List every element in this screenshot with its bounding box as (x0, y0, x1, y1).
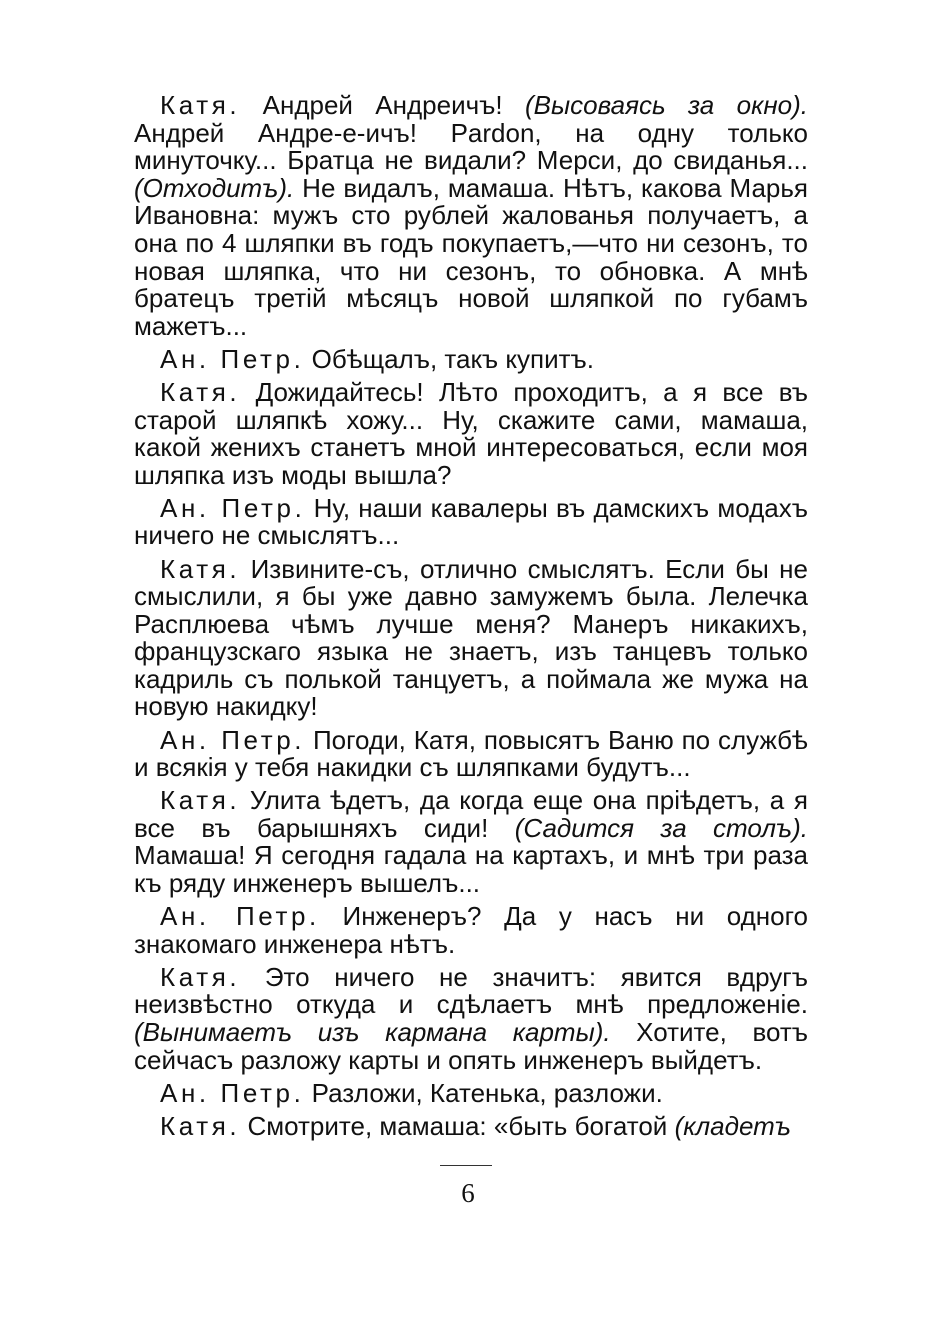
speech-text: Извините-съ, отлично смыслятъ. Если бы не смыслили, я бы уже давно замужемъ была. Лелечка Расплюева чѣмъ лучше меня? Манеръ никакихъ, французскаго языка не знаетъ, изъ танцевъ только кадриль съ полькой танцуетъ, а поймала же мужа на новую накидку! (134, 553, 808, 722)
speech-text: Смотрите, мамаша: «быть богатой (240, 1110, 675, 1141)
stage-direction: (Вынимаетъ изъ кармана карты). (134, 1017, 611, 1047)
speech-text: Это ничего не значитъ: явится вдругъ неизвѣстно откуда и сдѣлаетъ мнѣ предложеніе. (134, 961, 808, 1020)
speaker-name: Катя. (160, 376, 241, 407)
speaker-name: Катя. (160, 1110, 241, 1141)
speaker-name: Катя. (160, 90, 241, 120)
paragraph (134, 1110, 808, 1141)
speaker-name: Катя. (160, 961, 241, 992)
stage-direction: (Отходитъ). (134, 172, 295, 203)
speech-text: Андрей Андре-е-ичъ! Pardon, на одну только минуточку... Братца не видали? Мерси, до свиданья... (134, 117, 808, 176)
paragraph (134, 724, 808, 783)
speaker-name: Ан. Петр. (160, 343, 305, 374)
paragraph (134, 492, 808, 551)
speech-text: Ну, наши кавалеры въ дамскихъ модахъ ничего не смыслятъ... (134, 492, 808, 551)
paragraph (134, 903, 808, 958)
speech-text: Хотите, вотъ сейчасъ разложу карты и опять инженеръ выйдетъ. (134, 1017, 809, 1075)
speaker-name: Ан. Петр. (160, 901, 320, 932)
speech-text: Мамаша! Я сегодня гадала на картахъ, и мнѣ три раза къ ряду инженеръ вышелъ... (134, 840, 808, 899)
speech-text: Погоди, Катя, повысятъ Ваню по службѣ и всякія у тебя накидки съ шляпками будутъ... (134, 724, 808, 783)
speaker-name: Катя. (160, 553, 241, 584)
play-text (134, 92, 808, 1146)
speech-text: Обѣщалъ, такъ купитъ. (304, 343, 595, 374)
paragraph (134, 92, 808, 340)
footer-rule (440, 1165, 492, 1166)
page-number: 6 (461, 1178, 475, 1208)
paragraph (134, 553, 808, 722)
speech-text: Улита ѣдетъ, да когда еще она пріѣдетъ, а я все въ барышняхъ сиди! (134, 785, 808, 843)
stage-direction: (кладетъ (674, 1110, 791, 1141)
paragraph (134, 376, 808, 490)
paragraph (134, 1077, 808, 1108)
speaker-name: Ан. Петр. (160, 492, 306, 523)
paragraph (134, 343, 808, 374)
speech-text: Инженеръ? Да у насъ ни одного знакомаго инженера нѣтъ. (134, 901, 808, 959)
paragraph (134, 961, 809, 1075)
paragraph (134, 787, 808, 897)
speech-text: Разложи, Катенька, разложи. (304, 1077, 663, 1108)
speech-text: Не видалъ, мамаша. Нѣтъ, какова Марья Ивановна: мужъ сто рублей жалованья получаетъ, а она по 4 шляпки въ годъ покупаетъ,—что ни сезонъ, то новая шляпка, что ни сезонъ, то обновка. А мнѣ братецъ третій мѣсяцъ новой шляпкой по губамъ мажетъ... (134, 172, 808, 341)
stage-direction: (Садится за столъ). (514, 812, 809, 843)
speaker-name: Ан. Петр. (160, 724, 306, 755)
speaker-name: Катя. (160, 785, 241, 816)
speech-text: Дожидайтесь! Лѣто проходитъ, а я все въ старой шляпкѣ хожу... Ну, скажите сами, мамаша, какой женихъ станетъ мной интересоваться, если моя шляпка изъ моды вышла? (134, 376, 808, 490)
speech-text: Андрей Андреичъ! (240, 90, 526, 120)
speaker-name: Ан. Петр. (160, 1077, 305, 1108)
stage-direction: (Высоваясь за окно). (525, 90, 809, 120)
